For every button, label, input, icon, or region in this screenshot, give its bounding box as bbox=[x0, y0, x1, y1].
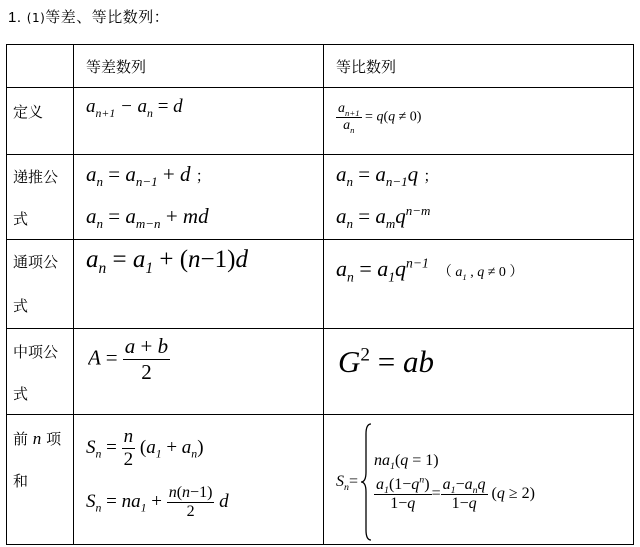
row-label-line: 递推公 bbox=[13, 168, 59, 186]
row-label-mean bbox=[13, 336, 58, 410]
table-border-right bbox=[633, 44, 634, 545]
table-divider bbox=[6, 154, 634, 155]
table-col-divider bbox=[73, 44, 74, 545]
row-label-line: 式 bbox=[13, 210, 29, 228]
sequence-table bbox=[6, 44, 634, 545]
arith-definition-formula: $a_{n+1} - a_n = d$ bbox=[86, 96, 183, 118]
row-label-line: 式 bbox=[13, 297, 29, 315]
curly-brace-icon bbox=[360, 422, 372, 542]
row-label-recursive bbox=[13, 161, 58, 235]
table-divider bbox=[6, 414, 634, 415]
row-label-line: 和 bbox=[13, 472, 29, 490]
geom-mean-formula: $G^2$ = ab bbox=[338, 344, 434, 379]
arith-recursive-formula-2: $a_n = a_{m-n}$ + md bbox=[86, 204, 209, 229]
table-divider bbox=[6, 328, 634, 329]
geom-recursive-formula-2: $a_n = a_mq^{n-m}$ bbox=[336, 204, 431, 229]
column-header-geometric: 等比数列 bbox=[336, 58, 397, 76]
arith-recursive-formula-1: $a_n = a_{n-1} + d$ ； bbox=[86, 162, 211, 187]
row-label-definition: 定义 bbox=[13, 103, 44, 121]
row-label-line: 中项公 bbox=[13, 343, 59, 361]
arith-general-term-formula: $a_n = a_1 + (n-1)d$ bbox=[86, 246, 248, 274]
heading-subnumber: (1) bbox=[26, 11, 46, 25]
heading-number: 1. bbox=[8, 9, 22, 26]
table-divider bbox=[6, 239, 634, 240]
table-border-left bbox=[6, 44, 7, 545]
arith-mean-formula: A = $\frac{a + b}{2}$ bbox=[88, 334, 169, 384]
table-col-divider bbox=[323, 44, 324, 545]
geom-definition-formula: $\frac{a_{n+1}}{a_n}$ = q(q ≠ 0) bbox=[338, 101, 422, 134]
row-label-partial-sum bbox=[13, 423, 61, 497]
table-divider bbox=[6, 87, 634, 88]
row-label-line: 式 bbox=[13, 385, 29, 403]
row-label-suffix: 项 bbox=[46, 430, 62, 448]
geom-recursive-formula-1: $a_n = a_{n-1}q$ ； bbox=[336, 162, 439, 187]
heading-text: 等差、等比数列： bbox=[45, 8, 170, 26]
row-label-general-term bbox=[13, 246, 58, 322]
section-heading bbox=[8, 6, 169, 27]
table-border-top bbox=[6, 44, 634, 45]
column-header-arithmetic: 等差数列 bbox=[86, 58, 147, 76]
row-label-prefix: 前 bbox=[13, 430, 29, 448]
row-label-line: 通项公 bbox=[13, 253, 59, 271]
table-border-bottom bbox=[6, 544, 634, 545]
geom-general-term-formula: $a_n = a_1q^{n-1}$ （ $a_1$ , q ≠ 0 ） bbox=[336, 256, 524, 282]
row-label-line bbox=[13, 423, 61, 455]
row-label-variable: n bbox=[32, 429, 42, 448]
arith-sum-formula-1: $S_n$ = $\frac{n}{2}$ $(a_1 + a_n)$ bbox=[86, 426, 204, 470]
arith-sum-formula-2: $S_n = na_1$ + $\frac{n(n-1)}{2}$ d bbox=[86, 484, 229, 520]
geom-sum-formula: $S_n=$ $na_1(q = 1)$ $\frac{a_1(1-q^n)}{1-q}$ = $\frac{a_1-a_nq}{1-q}$ (q ≥ 2) bbox=[336, 422, 535, 542]
